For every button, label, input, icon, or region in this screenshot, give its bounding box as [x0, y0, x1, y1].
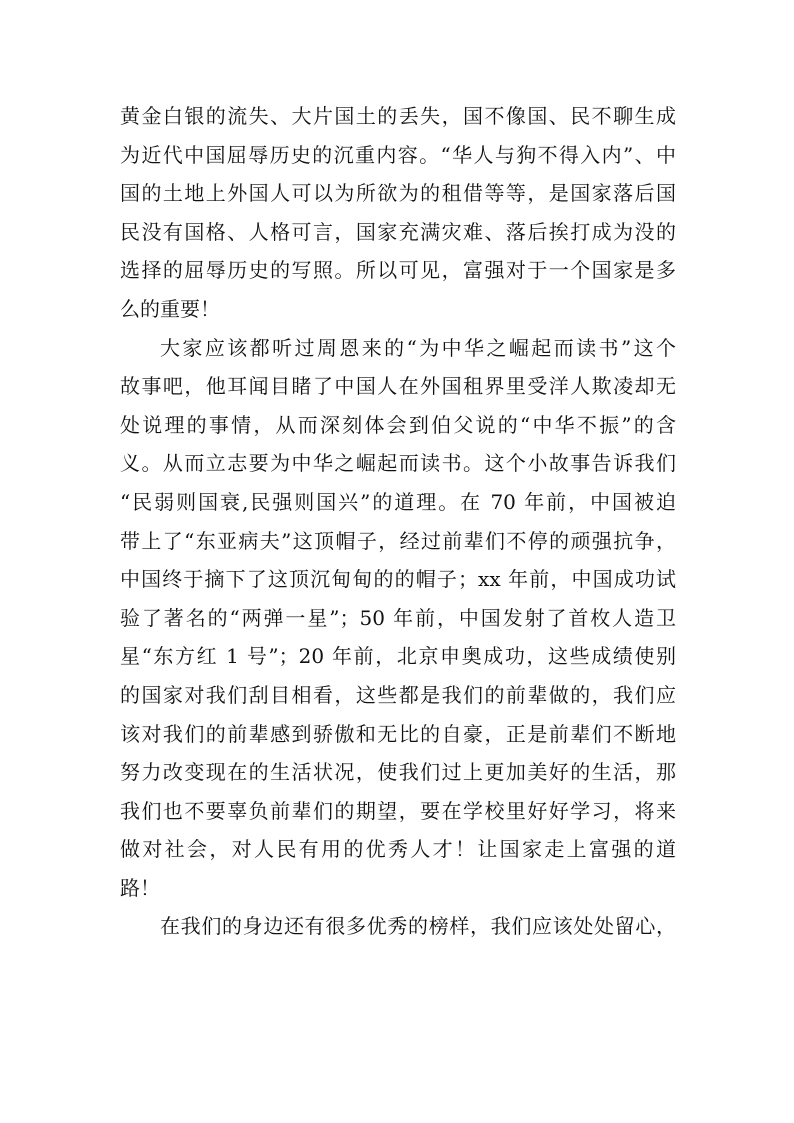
text-line: 民没有国格、人格可言，国家充满灾难、落后挨打成为没的 — [120, 219, 676, 244]
text-line: 处说理的事情，从而深刻体会到伯父说的“中华不振”的含 — [120, 412, 676, 437]
text-line: 做对社会，对人民有用的优秀人才！让国家走上富强的道 — [120, 837, 676, 862]
text-line: 义。从而立志要为中华之崛起而读书。这个小故事告诉我们 — [120, 451, 676, 476]
text-line: 么的重要！ — [120, 296, 220, 321]
text-line: 我们也不要辜负前辈们的期望，要在学校里好好学习，将来 — [120, 798, 676, 823]
paragraph-1 — [120, 97, 676, 329]
text-line: 带上了“东亚病夫”这顶帽子，经过前辈们不停的顽强抗争， — [120, 528, 676, 553]
text-line: 在我们的身边还有很多优秀的榜样，我们应该处处留心， — [160, 914, 676, 939]
text-line: 星“东方红 1 号”；20 年前，北京申奥成功，这些成绩使别 — [120, 644, 676, 669]
text-line: 大家应该都听过周恩来的“为中华之崛起而读书”这个 — [160, 335, 676, 360]
text-line: 中国终于摘下了这顶沉甸甸的的帽子；xx 年前，中国成功试 — [120, 567, 676, 592]
text-line: 黄金白银的流失、大片国土的丢失，国不像国、民不聊生成 — [120, 104, 676, 128]
paragraph-2 — [120, 329, 676, 908]
text-line: 路！ — [120, 875, 160, 900]
text-line: 验了著名的“两弹一星”；50 年前，中国发射了首枚人造卫 — [120, 605, 676, 630]
document-body — [120, 97, 676, 946]
text-line: 选择的屈辱历史的写照。所以可见，富强对于一个国家是多 — [120, 258, 676, 283]
paragraph-3 — [120, 907, 676, 946]
text-line: 国的土地上外国人可以为所欲为的租借等等，是国家落后国 — [120, 181, 676, 206]
text-line: 努力改变现在的生活状况，使我们过上更加美好的生活，那 — [120, 760, 676, 785]
text-line: 为近代中国屈辱历史的沉重内容。“华人与狗不得入内”、中 — [120, 142, 676, 167]
text-line: 故事吧，他耳闻目睹了中国人在外国租界里受洋人欺凌却无 — [120, 374, 676, 399]
text-line: 的国家对我们刮目相看，这些都是我们的前辈做的，我们应 — [120, 682, 676, 707]
text-line: 该对我们的前辈感到骄傲和无比的自豪，正是前辈们不断地 — [120, 721, 676, 746]
text-line: “民弱则国衰,民强则国兴”的道理。在 70 年前，中国被迫 — [120, 489, 676, 514]
